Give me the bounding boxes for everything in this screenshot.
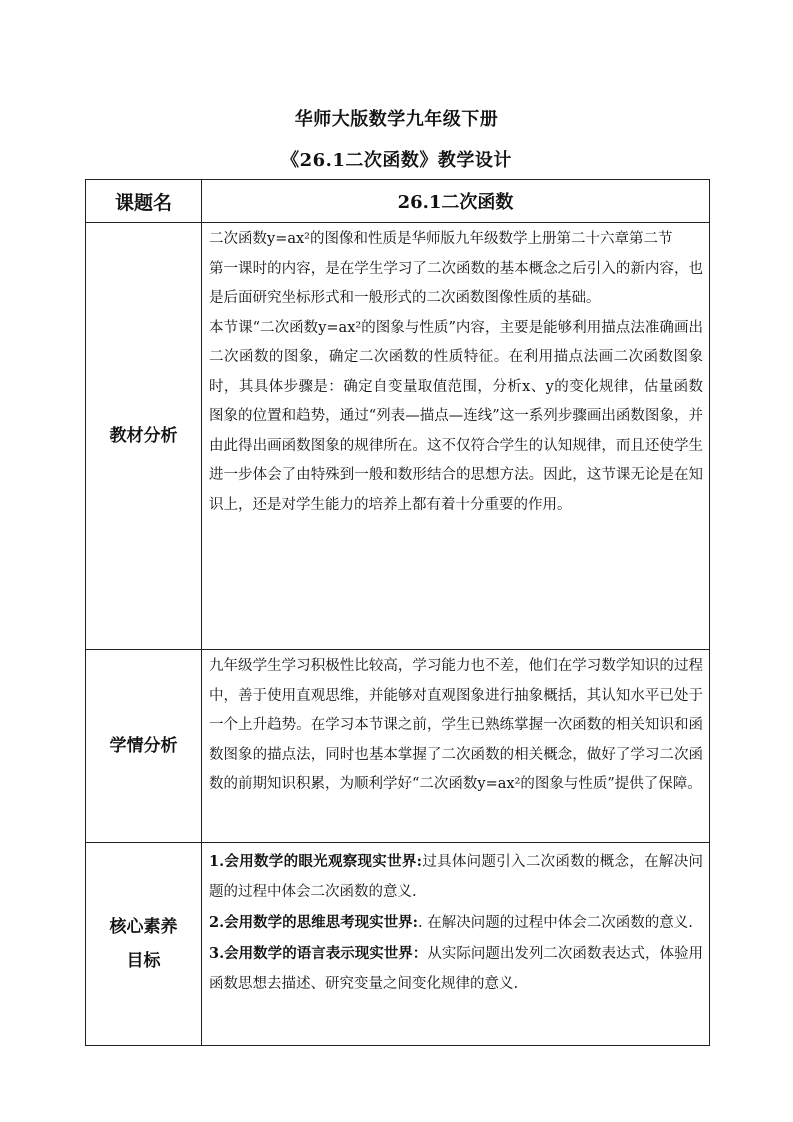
- table-row-textbook: [86, 223, 710, 650]
- goal-item: 1.会用数学的眼光观察现实世界:过具体问题引入二次函数的概念，在解决问题的过程中体会二次函数的意义.: [209, 853, 703, 900]
- topic-value: 26.1二次函数: [202, 180, 710, 223]
- learner-analysis-label: 学情分析: [86, 650, 202, 843]
- textbook-paragraph-2: 第一课时的内容，是在学生学习了二次函数的基本概念之后引入的新内容，也是后面研究坐标形式和一般形式的二次函数图像性质的基础。: [209, 260, 703, 306]
- textbook-paragraph-3: 本节课“二次函数y=ax²的图象与性质”内容，主要是能够利用描点法准确画出二次函数的图象，确定二次函数的性质特征。在利用描点法画二次函数图象时，其具体步骤是：确定自变量取值范围，分析x、y的变化规律，估量函数图象的位置和趋势，通过“列表—描点—连线”这一系列步骤画出函数图象，并由此得出画函数图象的规律所在。这不仅符合学生的认知规律，而且还使学生进一步体会了由特殊到一般和数形结合的思想方法。因此，这节课无论是在知识上，还是对学生能力的培养上都有着十分重要的作用。: [209, 319, 703, 513]
- document-title: 华师大版数学九年级下册: [294, 109, 499, 130]
- goal-item: 3.会用数学的语言表示现实世界：从实际问题出发列二次函数表达式，体验用函数思想去描述、研究变量之间变化规律的意义.: [209, 945, 704, 992]
- core-goals-label-line1: 核心素养: [109, 917, 178, 937]
- textbook-analysis-content: [202, 223, 710, 650]
- topic-label: 课题名: [86, 180, 202, 223]
- document-subtitle: 《26.1二次函数》教学设计: [281, 150, 512, 171]
- learner-paragraph: 九年级学生学习积极性比较高，学习能力也不差，他们在学习数学知识的过程中，善于使用直观思维，并能够对直观图象进行抽象概括，其认知水平已处于一个上升趋势。在学习本节课之前，学生已熟练掌握一次函数的相关知识和函数图象的描点法，同时也基本掌握了二次函数的相关概念，做好了学习二次函数的前期知识积累，为顺利学好“二次函数y=ax²的图象与性质”提供了保障。: [209, 658, 703, 792]
- table-row-goals: [86, 843, 710, 1046]
- core-goals-content: [202, 843, 710, 1046]
- goal-item: 2.会用数学的思维思考现实世界:. 在解决问题的过程中体会二次函数的意义.: [209, 914, 693, 931]
- textbook-analysis-label: 教材分析: [86, 223, 202, 650]
- table-row-learners: [86, 650, 710, 843]
- core-goals-label: [86, 843, 202, 1046]
- table-row-topic: [86, 180, 710, 223]
- lesson-plan-table: [85, 179, 710, 1046]
- core-goals-label-line2: 目标: [126, 951, 161, 971]
- textbook-paragraph-1: 二次函数y=ax²的图像和性质是华师版九年级数学上册第二十六章第二节: [209, 231, 673, 247]
- learner-analysis-content: [202, 650, 710, 843]
